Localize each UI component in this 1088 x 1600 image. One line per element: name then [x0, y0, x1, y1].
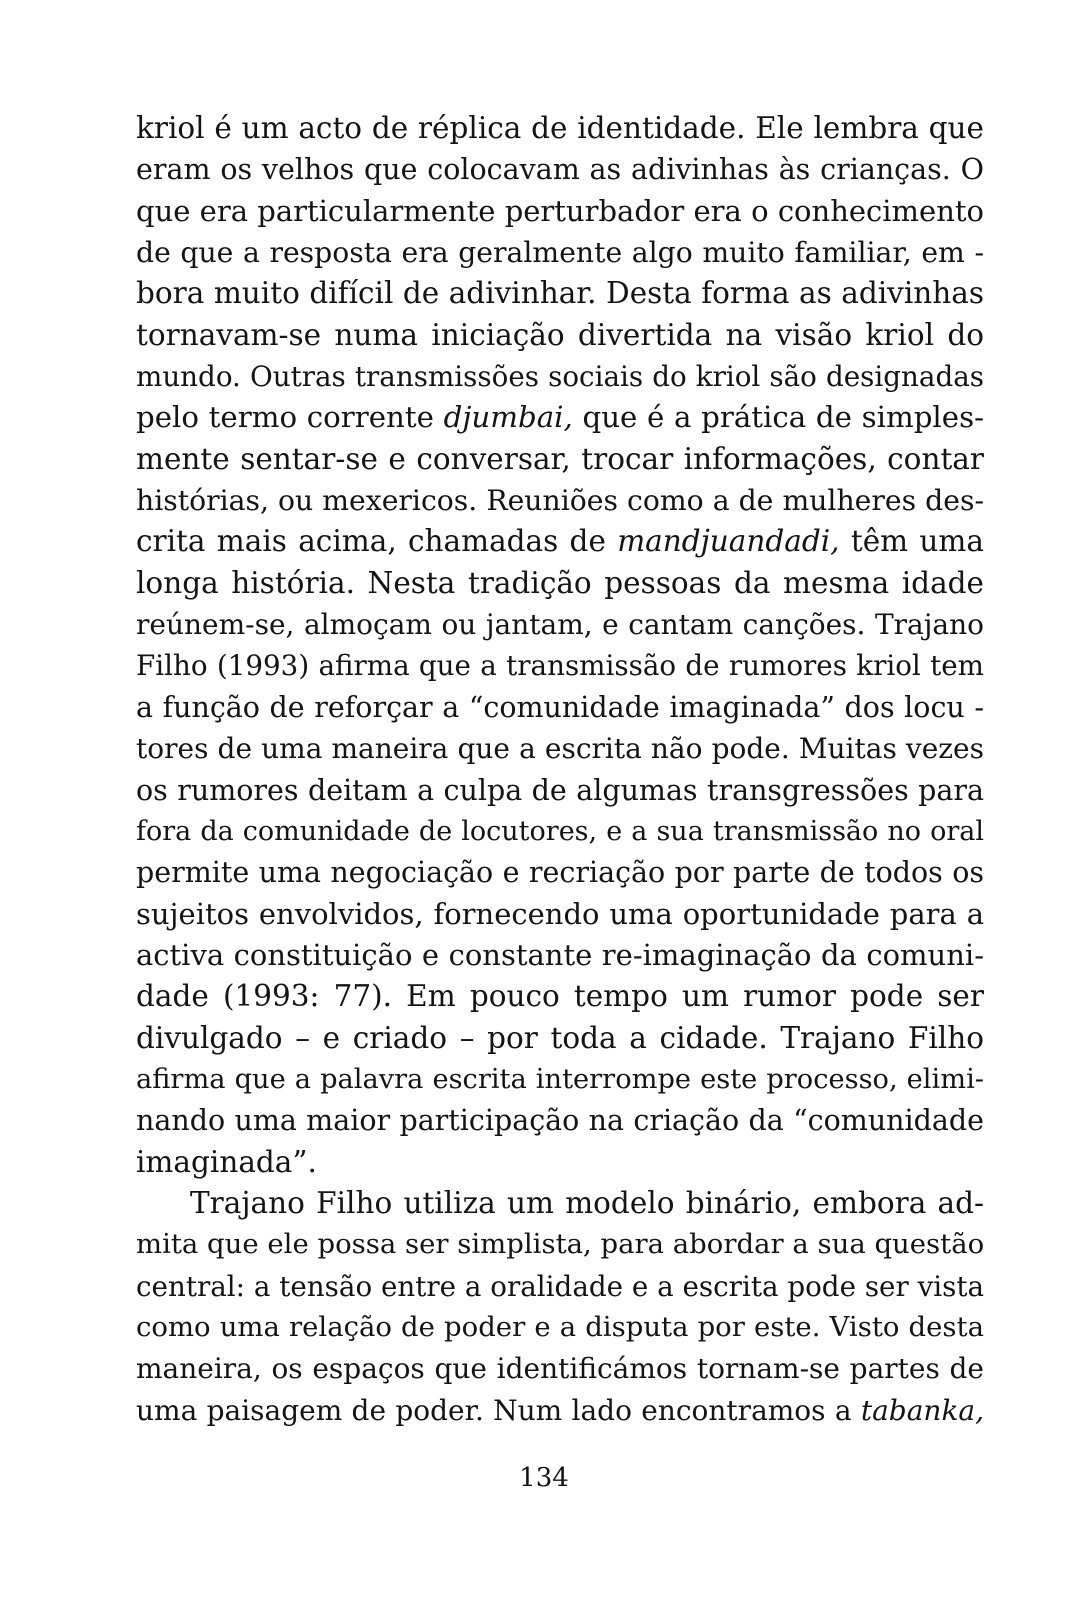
text-line-24: afirma que a palavra escrita interrompe este processo, elimi-	[136, 1063, 984, 1095]
text-line-31: maneira, os espaços que identificámos tornam-se partes de	[136, 1352, 984, 1386]
text-line-21: activa constituição e constante re-imaginação da comuni-	[136, 937, 984, 972]
text-line-5: bora muito difícil de adivinhar. Desta forma as adivinhas	[136, 276, 984, 311]
text-line-14: Filho (1993) afirma que a transmissão de rumores kriol tem	[136, 649, 984, 683]
text-line-32: uma paisagem de poder. Num lado encontramos a tabanka,	[136, 1393, 984, 1427]
page-number: 134	[519, 1463, 569, 1493]
text-line-22: dade (1993: 77). Em pouco tempo um rumor pode ser	[136, 979, 984, 1014]
italic-term-mandjuandadi: mandjuandadi,	[617, 524, 840, 559]
text-line-3: que era particularmente perturbador era o conhecimento	[136, 193, 984, 228]
text-line-13: reúnem-se, almoçam ou jantam, e cantam canções. Trajano	[136, 608, 984, 642]
text-line-10: histórias, ou mexericos. Reuniões como a de mulheres des-	[136, 484, 984, 518]
text-line-4: de que a resposta era geralmente algo muito familiar, em -	[136, 236, 984, 270]
text-line-19: permite uma negociação e recriação por parte de todos os	[136, 856, 984, 890]
text-line-23: divulgado – e criado – por toda a cidade. Trajano Filho	[136, 1020, 984, 1055]
text-line-27: Trajano Filho utiliza um modelo binário, embora ad-	[190, 1185, 984, 1220]
text-line-11: crita mais acima, chamadas de mandjuandadi, têm uma	[136, 524, 984, 559]
text-line-20: sujeitos envolvidos, fornecendo uma oportunidade para a	[136, 896, 984, 931]
text-line-30: como uma relação de poder e a disputa por este. Visto desta	[136, 1310, 984, 1343]
text-line-28: mita que ele possa ser simplista, para abordar a sua questão	[136, 1228, 985, 1261]
text-line-9: mente sentar-se e conversar, trocar informações, contar	[136, 441, 984, 476]
text-line-6: tornavam-se numa iniciação divertida na visão kriol do	[136, 317, 984, 352]
italic-term-tabanka: tabanka,	[860, 1393, 984, 1427]
italic-term-djumbai: djumbai,	[443, 400, 573, 435]
text-line-26: imaginada”.	[136, 1144, 317, 1179]
text-line-8: pelo termo corrente djumbai, que é a prática de simples-	[136, 400, 984, 435]
text-line-29: central: a tensão entre a oralidade e a escrita pode ser vista	[136, 1269, 985, 1303]
text-line-17: os rumores deitam a culpa de algumas transgressões para	[136, 773, 984, 807]
text-line-1: kriol é um acto de réplica de identidade. Ele lembra que	[136, 111, 984, 145]
text-line-18: fora da comunidade de locutores, e a sua transmissão no oral	[136, 815, 984, 847]
text-line-12: longa história. Nesta tradição pessoas da mesma idade	[136, 565, 984, 600]
text-line-2: eram os velhos que colocavam as adivinhas às crianças. O	[136, 153, 984, 187]
text-line-16: tores de uma maneira que a escrita não pode. Muitas vezes	[136, 732, 984, 766]
text-line-15: a função de reforçar a “comunidade imaginada” dos locu -	[136, 690, 984, 724]
body-text	[136, 108, 984, 1431]
text-line-7: mundo. Outras transmissões sociais do kriol são designadas	[136, 360, 984, 394]
text-line-25: nando uma maior participação na criação da “comunidade	[136, 1104, 984, 1138]
